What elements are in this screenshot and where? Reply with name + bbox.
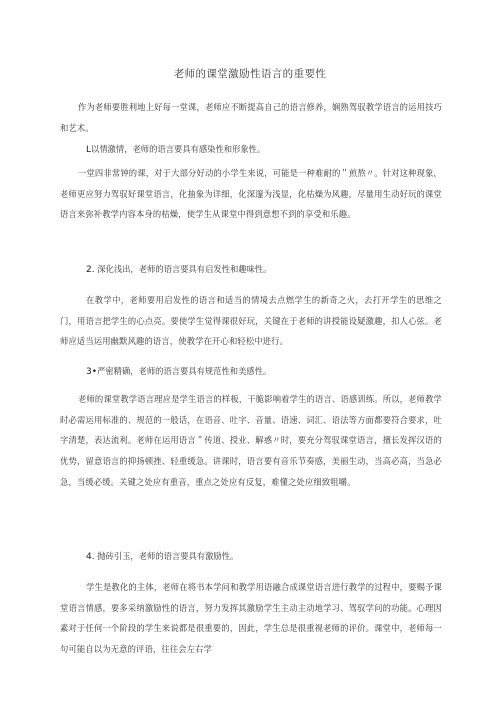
section-2-heading-text: 深化浅出，老师的语言要具有启发性和趣味性。: [97, 264, 272, 274]
section-3-body-text: 老师的课堂教学语言理应是学生语言的样板，干脆影响着学生的语言、语感训练。所以，老师教学时必需运用标准的、规范的一般话，在语音、吐字、音量、语速、词汇、语法等方面都要符合要求，吐字清楚，表达流利。老师在运用语言＂传道、授业、解惑〃时，要充分驾驭课堂语言，擅长发挥汉语的优势，留意语言的抑扬顿挫、轻重缓急。讲课时，语言要有音乐节奏感，美丽生动，当高必高，当急必急，当缓必缓。关键之处应有重音，重点之处应有反复，难懂之处应细致咀嚼。: [60, 394, 442, 487]
document-title: 老师的课堂激励性语言的重要性: [173, 68, 327, 80]
section-1-number: L: [86, 145, 92, 155]
section-4-heading-text: 抛砖引玉，老师的语言要具有激励性。: [97, 551, 239, 561]
intro-text: 作为老师要胜利地上好每一堂课，老师应不断提高自己的语言修养，娴熟驾驭教学语言的运用技巧和艺术。: [60, 102, 442, 133]
section-2-body-text: 在教学中，老师要用启发性的语言和适当的情境去点燃学生的新奇之火，去打开学生的思维之门，用语言把学生的心点亮。要使学生觉得课很好玩，关键在于老师的讲授能设疑激趣，扣人心弦。老师应适当运用幽默风趣的语言，使教学在开心和轻松中进行。: [60, 295, 442, 347]
section-4-number: 4.: [86, 552, 95, 562]
section-4-heading: [86, 550, 442, 563]
section-3-heading: [86, 365, 442, 378]
section-3-heading-text: 严密精确，老师的语言要具有规范性和美感性。: [97, 366, 272, 376]
section-1-heading-text: 以情激情，老师的语言要具有感染性和形象性。: [91, 144, 266, 154]
section-4-body-text: 学生是教化的主体，老师在将书本学问和教学用语融合成课堂语言进行教学的过程中，要赐予课堂语言情感，要多采纳激励性的语言，努力发挥其激励学生主动主动地学习、驾驭学问的功能。心理因素对于任何一个阶段的学生来说都是很重要的，因此，学生总是很重视老师的评价。课堂中，老师每一句可能自以为无意的评语，往往会左右学: [60, 582, 442, 655]
section-2-number: 2.: [86, 265, 95, 275]
section-2-heading: [86, 263, 442, 276]
intro-paragraph: [60, 97, 442, 138]
section-1-heading: [86, 143, 442, 156]
section-1-body-text: 一堂四非常钟的课，对于大部分好动的小学生来说，可能是一种难耐的＂煎熬〃。针对这种现象，老师更应努力驾驭好课堂语言，化抽象为详细，化深邃为浅显，化枯燥为风趣，尽量用生动好玩的课堂语言来弥补教学内容本身的枯燥，使学生从课堂中得到意想不到的享受和乐趣。: [60, 168, 442, 220]
section-2-body: [60, 290, 442, 352]
section-3-body: [60, 389, 442, 493]
section-1-body: [60, 163, 442, 225]
section-4-body: [60, 577, 442, 660]
section-3-number: 3•: [86, 367, 98, 377]
